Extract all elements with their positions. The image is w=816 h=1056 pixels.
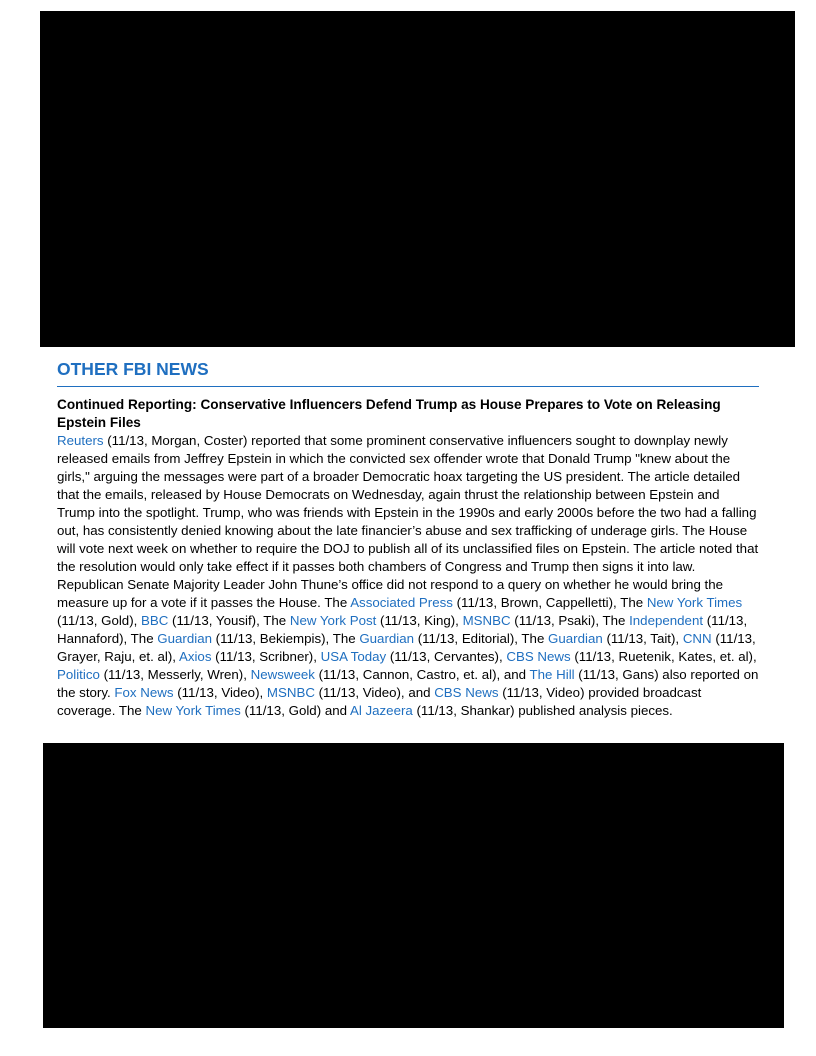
- source-link[interactable]: Guardian: [548, 631, 603, 646]
- body-text: (11/13, Hannaford), The: [57, 613, 748, 646]
- source-link[interactable]: CBS News: [506, 649, 571, 664]
- source-link[interactable]: Independent: [629, 613, 704, 628]
- source-link[interactable]: MSNBC: [266, 685, 315, 700]
- source-link[interactable]: Guardian: [157, 631, 212, 646]
- body-text: (11/13, Morgan, Coster) reported that some prominent conservative influencers sought to downplay newly released emails from Jeffrey Epstein in which the convicted sex offender wrote that Donald Trump "knew about the girls," arguing the messages were part of a broader Democratic hoax targeting the US president. The article detailed that the emails, released by House Democrats on Wednesday, again thrust the relationship between Epstein and Trump into the spotlight. Trump, who was friends with Epstein in the 1990s and early 2000s before the two had a falling out, has consistently denied knowing about the late financier’s abuse and sex trafficking of underage girls. The House will vote next week on whether to require the DOJ to publish all of its unclassified files on Epstein. The article noted that the resolution would only take effect if it passes both chambers of Congress and Trump then signs it into law. Republican Senate Majority Leader John Thune’s office did not respond to a query on whether he would bring the measure up for a vote if it passes the House. The: [57, 433, 759, 610]
- body-text: (11/13, Gold),: [57, 613, 142, 628]
- source-link[interactable]: New York Post: [289, 613, 377, 628]
- body-text: (11/13, Tait),: [602, 631, 683, 646]
- body-text: (11/13, Bekiempis), The: [211, 631, 360, 646]
- source-link[interactable]: Reuters: [57, 433, 104, 448]
- source-link[interactable]: Al Jazeera: [349, 703, 413, 718]
- body-text: (11/13, Video) provided broadcast coverage. The: [57, 685, 702, 718]
- source-link[interactable]: Guardian: [359, 631, 415, 646]
- body-text: (11/13, Cannon, Castro, et. al), and: [314, 667, 530, 682]
- source-link[interactable]: Axios: [178, 649, 212, 664]
- body-text: (11/13, Gans) also reported on the story.: [57, 667, 759, 700]
- source-link[interactable]: CBS News: [434, 685, 499, 700]
- body-text: (11/13, Ruetenik, Kates, et. al),: [570, 649, 757, 664]
- source-link[interactable]: Associated Press: [350, 595, 453, 610]
- article-body: [57, 432, 759, 720]
- other-fbi-news-section: [57, 356, 759, 720]
- body-text: (11/13, Video),: [173, 685, 267, 700]
- article-title: Continued Reporting: Conservative Influencers Defend Trump as House Prepares to Vote on Releasing Epstein Files: [57, 397, 721, 430]
- source-link[interactable]: BBC: [141, 613, 169, 628]
- source-link[interactable]: CNN: [682, 631, 712, 646]
- body-text: (11/13, King),: [376, 613, 463, 628]
- body-text: (11/13, Grayer, Raju, et. al),: [57, 631, 756, 664]
- source-link[interactable]: Fox News: [114, 685, 174, 700]
- body-text: (11/13, Editorial), The: [414, 631, 549, 646]
- redaction-block-top: [40, 11, 795, 347]
- body-text: (11/13, Cervantes),: [386, 649, 507, 664]
- body-text: (11/13, Shankar) published analysis pieces.: [412, 703, 673, 718]
- source-link[interactable]: New York Times: [145, 703, 241, 718]
- body-text: (11/13, Scribner),: [211, 649, 321, 664]
- body-text: (11/13, Yousif), The: [168, 613, 290, 628]
- source-link[interactable]: USA Today: [320, 649, 387, 664]
- source-link[interactable]: MSNBC: [462, 613, 511, 628]
- source-link[interactable]: New York Times: [646, 595, 743, 610]
- body-text: (11/13, Gold) and: [240, 703, 350, 718]
- source-link[interactable]: Politico: [57, 667, 100, 682]
- body-text: (11/13, Messerly, Wren),: [99, 667, 251, 682]
- source-link[interactable]: Newsweek: [250, 667, 315, 682]
- body-text: (11/13, Psaki), The: [510, 613, 630, 628]
- body-text: (11/13, Brown, Cappelletti), The: [452, 595, 647, 610]
- section-heading: OTHER FBI NEWS: [57, 356, 759, 387]
- body-text: (11/13, Video), and: [314, 685, 435, 700]
- source-link[interactable]: The Hill: [529, 667, 575, 682]
- redaction-block-bottom: [43, 743, 784, 1028]
